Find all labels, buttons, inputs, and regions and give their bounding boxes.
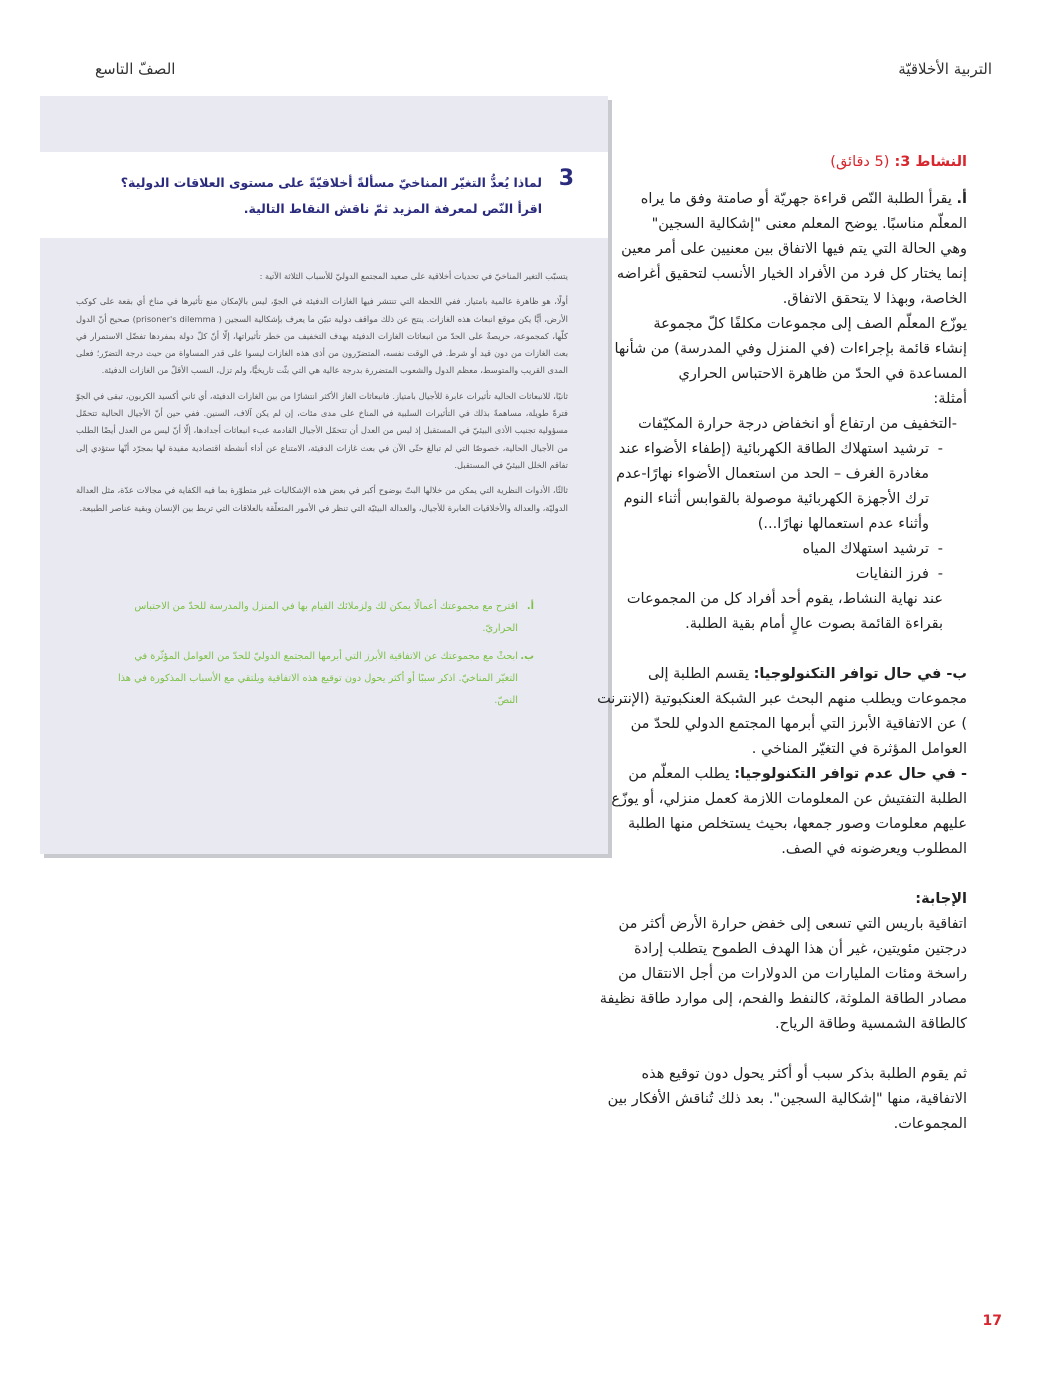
part-b-tech (597, 662, 967, 762)
task-text: اقترح مع مجموعتك أعمالًا يمكن لك ولزملائك القيام بها في المنزل والمدرسة للحدّ من الاحتباس الحراريّ. (134, 601, 518, 634)
part-a-line: الخاصة، وبهذا لا يتحقق الاتفاق. (782, 291, 967, 307)
task-text: ابحثْ مع مجموعتك عن الاتفاقية الأبرز التي أبرمها المجتمع الدوليّ للحدّ من العوامل المؤثّرة في التغيّر المناخيّ. اذكر سببًا أو أكثر يحول دون توقيع هذه الاتفاقية ويلتقي مع الأسباب المذكورة في هذا النصّ. (117, 651, 518, 706)
part-b-tech-label: ب- في حال توافر التكنولوجيا: (753, 666, 967, 682)
question-number: 3 (558, 166, 574, 191)
activity-title (597, 150, 967, 175)
example-item: - ترشيد استهلاك الطاقة الكهربائية (إطفاء الأضواء عند مغادرة الغرف – الحد من استعمال الأضواء نهارًا-عدم ترك الأجهزة الكهربائية موصولة بالقوابس أثناء النوم وأثناء عدم استعمالها نهارًا...) (597, 437, 943, 537)
part-a-text: يقرأ الطلبة النّص قراءة جهريّة أو صامتة وفق ما يراه (640, 191, 952, 207)
answer-text-2: ثم يقوم الطلبة بذكر سبب أو أكثر يحول دون توقيع هذه الاتفاقية، منها "إشكالية السجين". بعد ذلك تُناقش الأفكار بين المجموعات. (607, 1066, 967, 1132)
example-main: -التخفيف من ارتفاع أو انخفاض درجة حرارة المكيّفات (638, 416, 957, 432)
question-box (40, 152, 608, 238)
subject-header: التربية الأخلاقيّة (898, 60, 992, 78)
part-b-notech-label: - في حال عدم توافر التكنولوجيا: (734, 766, 967, 782)
part-b-notech (597, 762, 967, 862)
answer-text-1: اتفاقية باريس التي تسعى إلى خفض حرارة الأرض أكثر من درجتين مئويتين، غير أن هذا الهدف الطموح يتطلب إرادة راسخة ومئات المليارات من الدولارات من أجل الانتقال من مصادر الطاقة الملوثة، كالنفط والفحم، إلى موارد طاقة نظيفة كالطاقة الشمسية وطاقة الرياح. (599, 916, 967, 1032)
example-item: - ترشيد استهلاك المياه (597, 537, 943, 562)
task-letter: أ. (526, 601, 534, 612)
activity-closing: عند نهاية النشاط، يقوم أحد أفراد كل من المجموعات بقراءة القائمة بصوت عالٍ أمام بقية الطلبة. (626, 591, 943, 632)
part-b-tech-text: يقسم الطلبة إلى مجموعات ويطلب منهم البحث عبر الشبكة العنكبوتية (الإنترنت ) عن الاتفاقية الأبرز التي أبرمها المجتمع الدولي للحدّ من العوامل المؤثرة في التغيّر المناخي . (597, 666, 967, 757)
example-list (597, 437, 967, 637)
textbook-tasks (114, 596, 534, 718)
part-a-line: يوزّع المعلّم الصف إلى مجموعات مكلفًا كلّ مجموعة (653, 316, 967, 332)
part-a-line: إنما يختار كل فرد من الأفراد الخيار الأنسب لتحقيق أغراضه (616, 266, 967, 282)
grade-header: الصفّ التاسع (95, 60, 176, 78)
example-item: - فرز النفايات (597, 562, 943, 587)
part-a-line: المساعدة في الحدّ من ظاهرة الاحتباس الحراري (678, 366, 967, 382)
textbook-body (76, 268, 568, 525)
part-a-line: المعلّم مناسبًا. يوضح المعلم معنى "إشكالية السجين" (651, 216, 967, 232)
part-a-line: وهي الحالة التي يتم فيها الاتفاق بين معنيين على أمر معين (621, 241, 967, 257)
textbook-intro: يتسبّب التغير المناخيّ في تحديات أخلاقية على صعيد المجتمع الدوليّ للأسباب الثلاثة الآتية : (259, 271, 568, 281)
answer-section (597, 887, 967, 1137)
examples-label: أمثلة: (933, 391, 967, 407)
task-item (114, 646, 534, 712)
answer-label: الإجابة: (915, 891, 967, 907)
page-number: 17 (982, 1313, 1002, 1329)
task-letter: ب. (520, 651, 534, 662)
textbook-para-3: ثالثًا، الأدوات النظرية التي يمكن من خلالها البتّ بوضوح أكبر في بعض هذه الإشكاليات غير متطوّرة بما فيه الكفاية في مجالات عدّة، مثل العدالة الدوليّة، والعدالة والأخلاقيات العابرة للأجيال، والعدالة البيئيّة التي تنظر في الأمور المتعلّقة بالعلاقات التي تربط بين الإنسان وبقية عناصر الطبيعة. (76, 485, 568, 513)
question-text: لماذا يُعدُّ التغيّر المناخيّ مسألةً أخلاقيّةً على مستوى العلاقات الدولية؟ اقرأ النّص لمعرفة المزيد ثمّ ناقش النقاط التالية. (120, 175, 542, 216)
part-b (597, 662, 967, 862)
part-a-letter: أ. (956, 191, 967, 207)
textbook-panel (40, 96, 608, 854)
task-item (114, 596, 534, 640)
teacher-guide-column (597, 150, 967, 1137)
textbook-para-1: أولًا، هو ظاهرة عالمية بامتياز. ففي اللحظة التي تنتشر فيها الغازات الدفيئة في الجوّ، ليس بالإمكان منع تأثيرها في مناخ أي بقعة على كوكب الأرض، أيًّا يكن موقع انبعاث هذه الغازات. ينتج عن ذلك مواقف دولية تبيّن ما يعرف بإشكالية السجين ( prisoner's dilemma) صحيح أنّ الدول كلّها، كمجموعة، حريصةٌ على الحدّ من انبعاثات الغازات الدفيئة بهدف التخفيف من خطر تأثيراتها، إلّا أنّ كلّ دولة بمفردها تفضّل الاستمرار في بعث الغازات من دون قيد أو شرط. في الوقت نفسه، المتضرّرون من أذى هذه الغازات ليسوا على قدر المساواة من حيث درجة التضرّر؛ فعلى المدى القريب والمتوسط، معظم الدول والشعوب المتضررة بدرجة عالية هي التي بثّت تاريخيًّا، ولم تزل، النسب الأقلّ من الغازات الدفيئة. (76, 296, 568, 376)
part-b-notech-text: يطلب المعلّم من الطلبة التفتيش عن المعلومات اللازمة كعمل منزلي، أو يوزّع عليهم معلومات وصور جمعها، بحيث يستخلص منها الطلبة المطلوب ويعرضونه في الصف. (611, 766, 967, 857)
part-a-line (597, 187, 967, 212)
part-a-line: إنشاء قائمة بإجراءات (في المنزل وفي المدرسة) من شأنها (614, 341, 967, 357)
activity-duration: (5 دقائق) (830, 154, 890, 170)
part-a (597, 187, 967, 637)
textbook-para-2: ثانيًا، للانبعاثات الحالية تأثيرات عابرة للأجيال بامتياز. فانبعاثات الغاز الأكثر انتشارًا من بين الغازات الدفيئة، أي ثاني أكسيد الكربون، تبقى في الجوّ فترةً طويلة، مساهمةً بذلك في التأثيرات السلبية في المناخ على مدى مئات، إن لم يكن آلاف، السنين. ففي حين أنّ الأجيال الحالية تتحمّل مسؤولية تجنيب الأذى البيئيّ في المستقبل إذ ليس من العدل أن تتحمّل الأجيال القادمة عبء انبعاثات أجدادها، إلّا أنّ ليس من العدل أيضًا الطلب من الأجيال الحالية، خصوصًا التي لم تبالغ حتّى الآن في بعث غازات الدفيئة، الامتناع عن أداء أنشطة اقتصادية مفيدة لها بمجرّد أنّها ستؤدي إلى تفاقم الخلل البيئيّ في المستقبل. (76, 390, 568, 470)
activity-label: النشاط 3: (894, 154, 967, 170)
